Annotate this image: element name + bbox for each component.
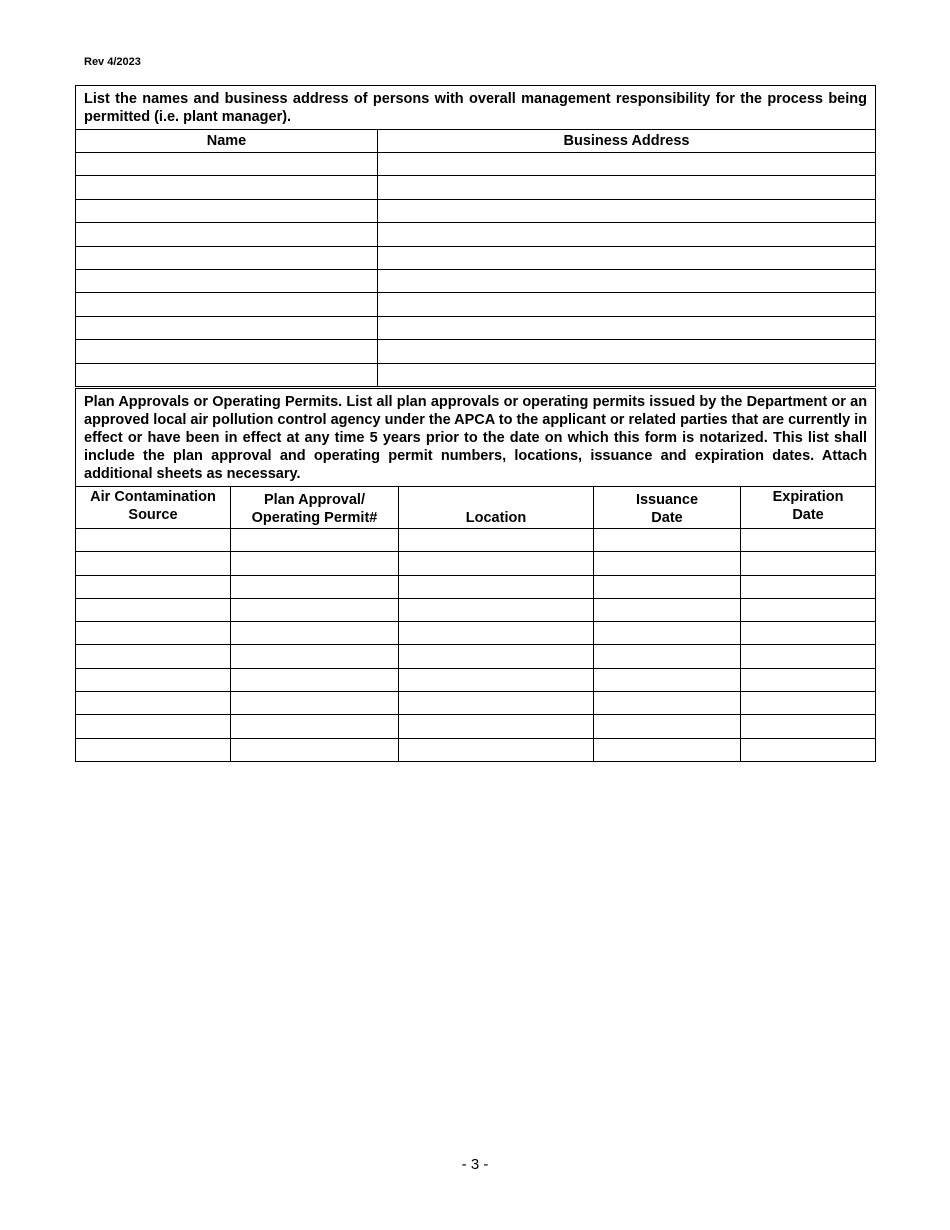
issuance-date-cell[interactable] xyxy=(594,622,741,645)
table-row xyxy=(76,598,876,621)
expiration-date-cell[interactable] xyxy=(741,692,876,715)
air-contamination-source-cell[interactable] xyxy=(76,715,231,738)
table-row xyxy=(76,575,876,598)
expiration-date-cell[interactable] xyxy=(741,552,876,575)
business-address-cell[interactable] xyxy=(378,223,876,246)
table-row xyxy=(76,529,876,552)
business-address-cell[interactable] xyxy=(378,199,876,222)
expiration-date-cell[interactable] xyxy=(741,645,876,668)
permits-table xyxy=(75,388,876,762)
plan-approval-permit-cell[interactable] xyxy=(231,668,399,691)
location-cell[interactable] xyxy=(399,552,594,575)
location-cell[interactable] xyxy=(399,738,594,761)
column-header-expiration-date xyxy=(741,487,876,529)
column-header-plan-approval-permit xyxy=(231,487,399,529)
table-row xyxy=(76,269,876,292)
expiration-date-cell[interactable] xyxy=(741,598,876,621)
table-row xyxy=(76,668,876,691)
plan-approval-permit-cell[interactable] xyxy=(231,738,399,761)
table-row xyxy=(76,246,876,269)
table-row xyxy=(76,552,876,575)
business-address-cell[interactable] xyxy=(378,176,876,199)
plan-approval-permit-cell[interactable] xyxy=(231,575,399,598)
business-address-cell[interactable] xyxy=(378,363,876,386)
issuance-date-cell[interactable] xyxy=(594,692,741,715)
expiration-date-cell[interactable] xyxy=(741,715,876,738)
air-contamination-source-cell[interactable] xyxy=(76,622,231,645)
table-row xyxy=(76,340,876,363)
issuance-date-cell[interactable] xyxy=(594,575,741,598)
issuance-date-cell[interactable] xyxy=(594,668,741,691)
location-cell[interactable] xyxy=(399,575,594,598)
column-header-name: Name xyxy=(76,130,378,153)
table-row xyxy=(76,223,876,246)
table-row xyxy=(76,645,876,668)
name-cell[interactable] xyxy=(76,340,378,363)
expiration-date-cell[interactable] xyxy=(741,738,876,761)
business-address-cell[interactable] xyxy=(378,269,876,292)
column-header-line: Date xyxy=(792,507,824,523)
location-cell[interactable] xyxy=(399,598,594,621)
table-row xyxy=(76,316,876,339)
table-row xyxy=(76,692,876,715)
management-instruction: List the names and business address of persons with overall management responsibility for the process being permitted (i.e. plant manager). xyxy=(76,86,876,130)
expiration-date-cell[interactable] xyxy=(741,622,876,645)
air-contamination-source-cell[interactable] xyxy=(76,738,231,761)
issuance-date-cell[interactable] xyxy=(594,529,741,552)
plan-approval-permit-cell[interactable] xyxy=(231,598,399,621)
location-cell[interactable] xyxy=(399,645,594,668)
location-cell[interactable] xyxy=(399,668,594,691)
name-cell[interactable] xyxy=(76,293,378,316)
column-header-business-address: Business Address xyxy=(378,130,876,153)
column-header-issuance-date xyxy=(594,487,741,529)
business-address-cell[interactable] xyxy=(378,153,876,176)
column-header-line: Date xyxy=(651,510,683,526)
column-header-line: Location xyxy=(465,510,527,526)
expiration-date-cell[interactable] xyxy=(741,668,876,691)
column-header-line: Operating Permit# xyxy=(251,510,378,526)
air-contamination-source-cell[interactable] xyxy=(76,552,231,575)
air-contamination-source-cell[interactable] xyxy=(76,692,231,715)
table-row xyxy=(76,176,876,199)
issuance-date-cell[interactable] xyxy=(594,598,741,621)
table-row xyxy=(76,622,876,645)
table-row xyxy=(76,363,876,386)
column-header-line: Source xyxy=(128,507,178,523)
table-row xyxy=(76,738,876,761)
name-cell[interactable] xyxy=(76,199,378,222)
plan-approval-permit-cell[interactable] xyxy=(231,715,399,738)
location-cell[interactable] xyxy=(399,529,594,552)
column-header-line: Air Contamination xyxy=(90,489,216,505)
column-header-location xyxy=(399,487,594,529)
location-cell[interactable] xyxy=(399,715,594,738)
air-contamination-source-cell[interactable] xyxy=(76,598,231,621)
air-contamination-source-cell[interactable] xyxy=(76,645,231,668)
table-row xyxy=(76,293,876,316)
table-row xyxy=(76,153,876,176)
table-row xyxy=(76,199,876,222)
air-contamination-source-cell[interactable] xyxy=(76,575,231,598)
business-address-cell[interactable] xyxy=(378,316,876,339)
issuance-date-cell[interactable] xyxy=(594,738,741,761)
plan-approval-permit-cell[interactable] xyxy=(231,552,399,575)
name-cell[interactable] xyxy=(76,363,378,386)
revision-label: Rev 4/2023 xyxy=(84,56,141,68)
name-cell[interactable] xyxy=(76,153,378,176)
column-header-air-contamination-source xyxy=(76,487,231,529)
location-cell[interactable] xyxy=(399,622,594,645)
column-header-line: Issuance xyxy=(635,492,699,508)
column-header-line: Plan Approval/ xyxy=(264,492,365,508)
page-number: - 3 - xyxy=(461,1156,489,1173)
plan-approval-permit-cell[interactable] xyxy=(231,529,399,552)
name-cell[interactable] xyxy=(76,223,378,246)
issuance-date-cell[interactable] xyxy=(594,552,741,575)
expiration-date-cell[interactable] xyxy=(741,529,876,552)
expiration-date-cell[interactable] xyxy=(741,575,876,598)
issuance-date-cell[interactable] xyxy=(594,645,741,668)
business-address-cell[interactable] xyxy=(378,246,876,269)
business-address-cell[interactable] xyxy=(378,340,876,363)
permits-instruction: Plan Approvals or Operating Permits. List all plan approvals or operating permits issued by the Department or an approved local air pollution control agency under the APCA to the applicant or related parties that are currently in effect or have been in effect at any time 5 years prior to the date on which this form is notarized. This list shall include the plan approval and operating permit numbers, locations, issuance and expiration dates. Attach additional sheets as necessary. xyxy=(76,389,876,487)
air-contamination-source-cell[interactable] xyxy=(76,529,231,552)
column-header-line: Expiration xyxy=(772,489,844,505)
name-cell[interactable] xyxy=(76,176,378,199)
issuance-date-cell[interactable] xyxy=(594,715,741,738)
plan-approval-permit-cell[interactable] xyxy=(231,622,399,645)
name-cell[interactable] xyxy=(76,316,378,339)
management-table xyxy=(75,85,876,387)
name-cell[interactable] xyxy=(76,246,378,269)
name-cell[interactable] xyxy=(76,269,378,292)
business-address-cell[interactable] xyxy=(378,293,876,316)
location-cell[interactable] xyxy=(399,692,594,715)
plan-approval-permit-cell[interactable] xyxy=(231,692,399,715)
plan-approval-permit-cell[interactable] xyxy=(231,645,399,668)
air-contamination-source-cell[interactable] xyxy=(76,668,231,691)
table-row xyxy=(76,715,876,738)
